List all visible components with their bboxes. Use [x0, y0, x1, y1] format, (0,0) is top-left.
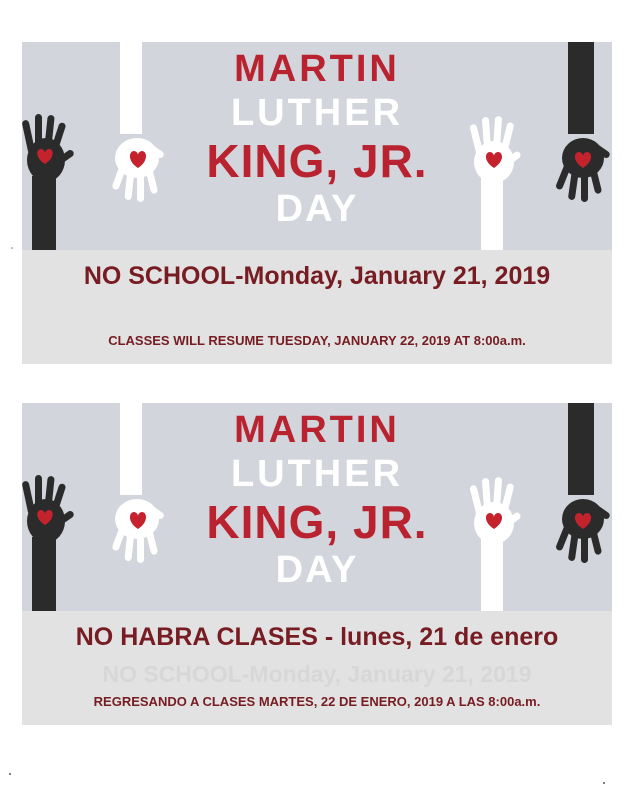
resume-notice: REGRESANDO A CLASES MARTES, 22 DE ENERO, 2019 A LAS 8:00a.m. — [93, 694, 541, 709]
no-school-headline: NO SCHOOL-Monday, January 21, 2019 — [83, 262, 551, 290]
no-classes-headline: NO HABRA CLASES - lunes, 21 de enero — [75, 623, 559, 651]
title-martin: MARTIN — [234, 409, 400, 451]
title-day: DAY — [275, 549, 359, 591]
title-luther: LUTHER — [230, 92, 404, 134]
title-day: DAY — [275, 188, 359, 230]
title-king-jr: KING, JR. — [206, 496, 428, 548]
title-luther: LUTHER — [230, 453, 404, 495]
bleed-through-text: NO SCHOOL-Monday, January 21, 2019 — [102, 661, 532, 687]
title-king-jr: KING, JR. — [206, 135, 428, 187]
title-martin: MARTIN — [234, 48, 400, 90]
resume-notice: CLASSES WILL RESUME TUESDAY, JANUARY 22, 2019 AT 8:00a.m. — [108, 333, 526, 348]
